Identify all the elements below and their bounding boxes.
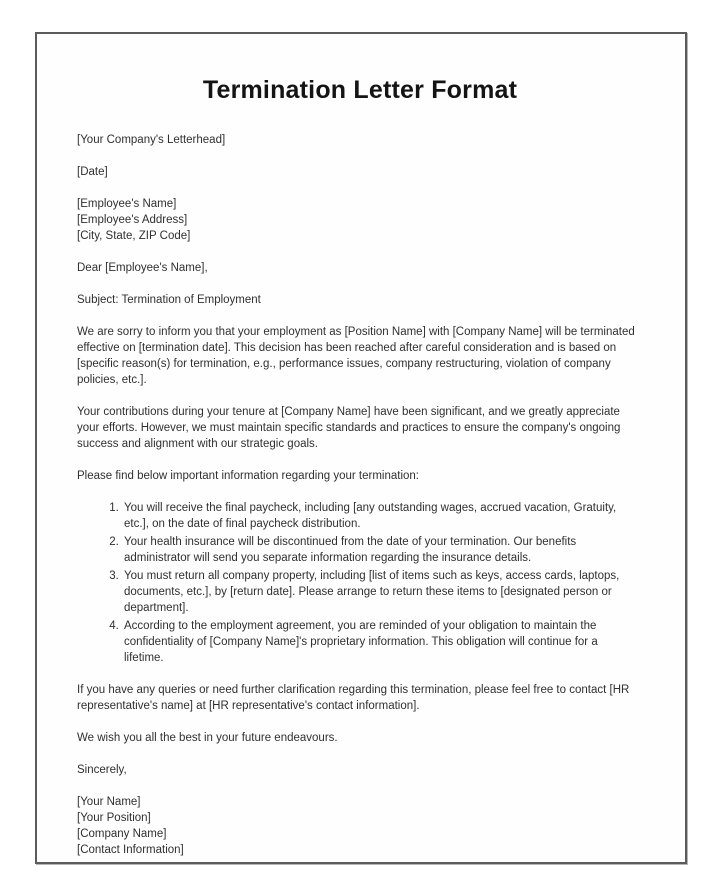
- page-title: Termination Letter Format: [202, 76, 518, 104]
- recipient-block: [77, 196, 639, 244]
- signature-contact-line: [Contact Information]: [77, 843, 184, 856]
- signoff: Sincerely,: [77, 763, 127, 776]
- salutation: Dear [Employee's Name],: [77, 261, 208, 274]
- list-item-company-property: 3. You must return all company property, including [list of items such as keys, access cards, laptops, documents, etc.], by [return date]. Please arrange to return these items to [designated person or department].: [122, 568, 639, 616]
- list-item-final-paycheck: 1. You will receive the final paycheck, including [any outstanding wages, accrued vacation, Gratuity, etc.], on the date of final paycheck distribution.: [122, 500, 639, 532]
- list-intro: Please find below important information regarding your termination:: [77, 469, 419, 482]
- letter-frame: [35, 32, 687, 864]
- recipient-address-line: [Employee's Address]: [77, 213, 188, 226]
- date-placeholder: [Date]: [77, 165, 108, 178]
- termination-info-list: [77, 500, 639, 666]
- list-item-health-insurance: 2. Your health insurance will be discontinued from the date of your termination. Our benefits administrator will send you separate information regarding the insurance details.: [122, 534, 639, 566]
- signature-name-line: [Your Name]: [77, 795, 141, 808]
- letter-body: [77, 132, 639, 858]
- closing-paragraph-contact: If you have any queries or need further clarification regarding this termination, please feel free to contact [HR representative's name] at [HR representative's contact information].: [77, 683, 630, 712]
- body-paragraph-contributions: Your contributions during your tenure at [Company Name] have been significant, and we greatly appreciate your efforts. However, we must maintain specific standards and practices to ensure the company's ongoing success and alignment with our strategic goals.: [77, 405, 621, 450]
- body-paragraph-termination-notice: We are sorry to inform you that your employment as [Position Name] with [Company Name] will be terminated effective on [termination date]. This decision has been reached after careful consideration and is based on [specific reason(s) for termination, e.g., performance issues, company restructuring, violation of company policies, etc.].: [77, 325, 635, 386]
- signature-block: [77, 794, 639, 858]
- signature-position-line: [Your Position]: [77, 811, 151, 824]
- recipient-name-line: [Employee's Name]: [77, 197, 177, 210]
- subject-line: Subject: Termination of Employment: [77, 293, 261, 306]
- list-item-confidentiality: 4. According to the employment agreement, you are reminded of your obligation to maintain the confidentiality of [Company Name]'s proprietary information. This obligation will continue for a lifetime.: [122, 618, 639, 666]
- signature-company-line: [Company Name]: [77, 827, 167, 840]
- letterhead-placeholder: [Your Company's Letterhead]: [77, 133, 226, 146]
- well-wishes-line: We wish you all the best in your future endeavours.: [77, 731, 338, 744]
- recipient-city-line: [City, State, ZIP Code]: [77, 229, 191, 242]
